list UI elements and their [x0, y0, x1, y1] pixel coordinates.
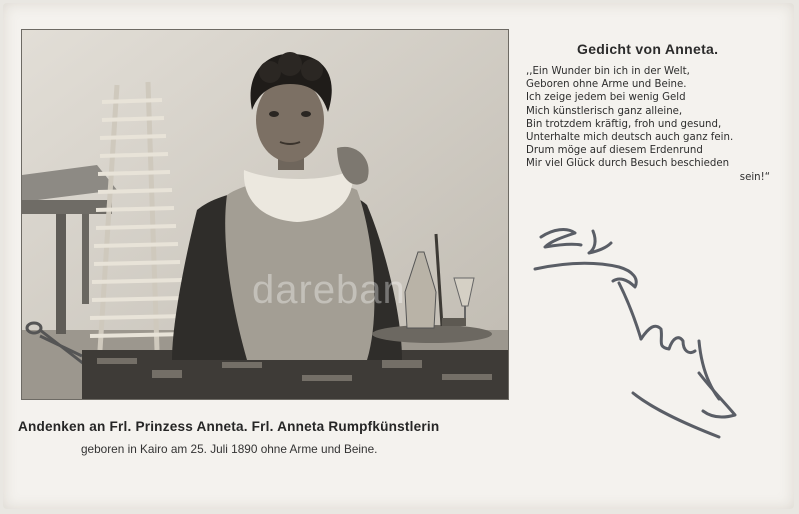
- poem-line: ,,Ein Wunder bin ich in der Welt,: [526, 66, 690, 77]
- watermark: dareban: [252, 268, 406, 312]
- poem-line: Geboren ohne Arme und Beine.: [526, 79, 687, 91]
- poem-line: sein!“: [739, 171, 770, 183]
- caption-title: Andenken an Frl. Prinzess Anneta. Frl. Anneta Rumpfkünstlerin: [18, 419, 440, 434]
- photo-illustration: [22, 30, 508, 399]
- caption-subtitle: geboren in Kairo am 25. Juli 1890 ohne Arme und Beine.: [81, 442, 378, 456]
- poem-text: [526, 65, 788, 184]
- handwritten-signature: [523, 223, 753, 463]
- poem-line: Mich künstlerisch ganz alleine,: [526, 105, 683, 117]
- poem-line: Mir viel Glück durch Besuch beschieden: [526, 158, 730, 170]
- poem-line: Drum möge auf diesem Erdenrund: [526, 145, 703, 157]
- poem-line: Unterhalte mich deutsch auch ganz fein.: [526, 132, 734, 144]
- poem-title: Gedicht von Anneta.: [577, 41, 719, 57]
- portrait-photo: [21, 29, 509, 400]
- poem-line: Ich zeige jedem bei wenig Geld: [526, 92, 686, 104]
- postcard: [3, 3, 794, 509]
- poem-line: Bin trotzdem kräftig, froh und gesund,: [526, 118, 722, 130]
